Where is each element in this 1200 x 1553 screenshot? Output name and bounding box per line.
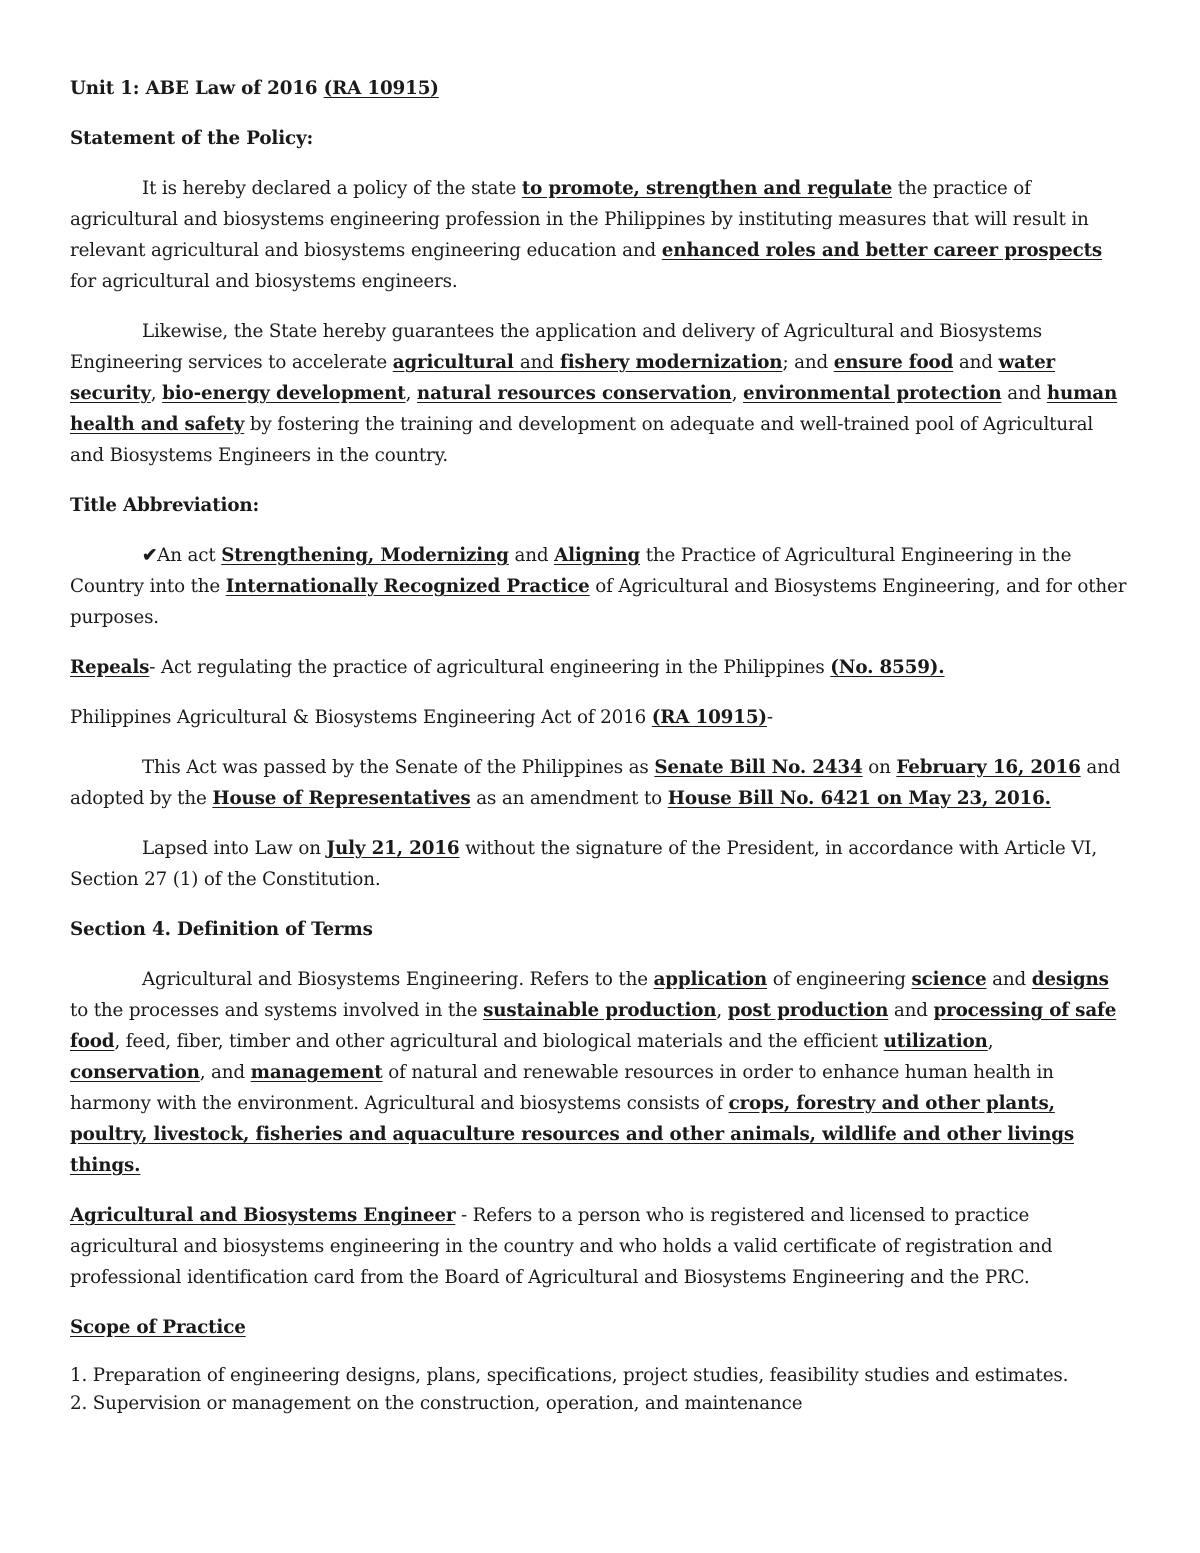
lapsed-paragraph xyxy=(70,833,1130,895)
engineer-definition-paragraph xyxy=(70,1200,1130,1293)
text-run: - Refers to a person who is registered and licensed to practice agricultural and biosystems engineering in the country and who holds a valid certificate of registration and professional identification card from the Board of Agricultural and Biosystems Engineering and the PRC. xyxy=(70,1205,1053,1288)
emphasis-run: natural resources conservation xyxy=(416,383,732,404)
text-run: without the signature of the President, in accordance with Article VI, Section 27 (1) of the Constitution. xyxy=(70,838,1098,890)
text-run: and xyxy=(1001,383,1047,404)
scope-list xyxy=(70,1362,1130,1418)
list-item: 2. Supervision or management on the construction, operation, and maintenance xyxy=(70,1393,803,1414)
text-run: on xyxy=(862,757,897,778)
emphasis-run: water security xyxy=(70,352,1056,404)
repeals-paragraph xyxy=(70,652,1130,683)
repeals-label: Repeals xyxy=(70,657,150,678)
text-run: the practice of agricultural and biosystems engineering profession in the Philippines by instituting measures that will result in relevant agricultural and biosystems engineering education and xyxy=(70,178,1089,261)
text-run: and adopted by the xyxy=(70,757,1121,809)
title-text: Unit 1: ABE Law of 2016 xyxy=(70,78,324,99)
emphasis-run: human health and safety xyxy=(70,383,1118,435)
list-item: 1. Preparation of engineering designs, plans, specifications, project studies, feasibility studies and estimates. xyxy=(70,1365,1069,1386)
text-run: Likewise, the State hereby guarantees the application and delivery of Agricultural and Biosystems Engineering services to accelerate xyxy=(70,321,1042,373)
text-run: , xyxy=(731,383,744,404)
text-run: the Practice of Agricultural Engineering in the Country into the xyxy=(70,545,1072,597)
text-run: It is hereby declared a policy of the state xyxy=(142,178,522,199)
abe-definition-paragraph xyxy=(70,964,1130,1181)
emphasis-run: July 21, 2016 xyxy=(326,838,460,859)
act-ra-number: (RA 10915) xyxy=(651,707,767,728)
scope-heading: Scope of Practice xyxy=(70,1317,246,1338)
emphasis-run: Aligning xyxy=(554,545,641,566)
text-run: ; and xyxy=(782,352,834,373)
checkmark-icon: ✔ xyxy=(142,545,158,566)
act-dash: - xyxy=(766,707,773,728)
emphasis-run: agricultural xyxy=(392,352,520,373)
text-run: , and xyxy=(199,1062,251,1083)
abbreviation-paragraph xyxy=(70,540,1130,633)
emphasis-run: environmental protection xyxy=(743,383,1002,404)
repeals-text: - Act regulating the practice of agricultural engineering in the Philippines xyxy=(149,657,831,678)
section4-heading: Section 4. Definition of Terms xyxy=(70,919,373,940)
text-run: of engineering xyxy=(767,969,912,990)
emphasis-run: conservation xyxy=(70,1062,200,1083)
underline-run: and xyxy=(519,352,554,373)
act-text: Philippines Agricultural & Biosystems Engineering Act of 2016 xyxy=(70,707,652,728)
engineer-term: Agricultural and Biosystems Engineer xyxy=(70,1205,456,1226)
text-run: , xyxy=(716,1000,728,1021)
text-run: An act xyxy=(157,545,222,566)
emphasis-run: to promote, strengthen and regulate xyxy=(521,178,893,199)
policy-heading: Statement of the Policy: xyxy=(70,128,314,149)
text-run: and xyxy=(888,1000,934,1021)
text-run: of natural and renewable resources in order to enhance human health in harmony with the environment. Agricultural and biosystems consists of xyxy=(70,1062,1054,1114)
text-run: to the processes and systems involved in the xyxy=(70,1000,484,1021)
emphasis-run: enhanced roles and better career prospects xyxy=(661,240,1103,261)
text-run: as an amendment to xyxy=(470,788,668,809)
emphasis-run: crops, forestry and other plants, poultry, livestock, fisheries and aquaculture resources and other animals, wildlife and other livings things. xyxy=(70,1093,1074,1176)
text-run: and xyxy=(953,352,999,373)
title-ra-number: (RA 10915) xyxy=(323,78,439,99)
emphasis-run: bio-energy development xyxy=(162,383,406,404)
emphasis-run: sustainable production xyxy=(483,1000,717,1021)
emphasis-run: Senate Bill No. 2434 xyxy=(654,757,863,778)
emphasis-run: science xyxy=(911,969,987,990)
emphasis-run: designs xyxy=(1031,969,1109,990)
document-title xyxy=(70,73,1130,104)
text-run: Lapsed into Law on xyxy=(142,838,327,859)
emphasis-run: processing of safe food xyxy=(70,1000,1117,1052)
emphasis-run: ensure food xyxy=(833,352,954,373)
text-run: , xyxy=(987,1031,994,1052)
text-run: by fostering the training and development on adequate and well-trained pool of Agricultural and Biosystems Engineers in the country. xyxy=(70,414,1094,466)
emphasis-run: February 16, 2016 xyxy=(896,757,1081,778)
act-paragraph xyxy=(70,702,1130,733)
passed-paragraph xyxy=(70,752,1130,814)
text-run: and xyxy=(986,969,1032,990)
emphasis-run: utilization xyxy=(883,1031,988,1052)
emphasis-run: application xyxy=(653,969,768,990)
text-run: This Act was passed by the Senate of the Philippines as xyxy=(142,757,655,778)
emphasis-run: House of Representatives xyxy=(212,788,471,809)
text-run: for agricultural and biosystems engineers. xyxy=(70,271,458,292)
emphasis-run: management xyxy=(250,1062,383,1083)
abbreviation-heading: Title Abbreviation: xyxy=(70,495,260,516)
text-run: Agricultural and Biosystems Engineering. Refers to the xyxy=(142,969,654,990)
emphasis-run: Internationally Recognized Practice xyxy=(225,576,590,597)
text-run: , feed, fiber, timber and other agricultural and biological materials and the efficient xyxy=(114,1031,884,1052)
text-run: of Agricultural and Biosystems Engineering, and for other purposes. xyxy=(70,576,1127,628)
text-run: and xyxy=(508,545,555,566)
emphasis-run: fishery modernization xyxy=(553,352,783,373)
text-run: , xyxy=(405,383,417,404)
emphasis-run: post production xyxy=(727,1000,889,1021)
emphasis-run: Strengthening, Modernizing xyxy=(221,545,509,566)
policy-paragraph-2 xyxy=(70,316,1130,471)
text-run: , xyxy=(150,383,163,404)
emphasis-run: House Bill No. 6421 on May 23, 2016. xyxy=(667,788,1051,809)
repeals-number: (No. 8559). xyxy=(830,657,945,678)
policy-paragraph-1 xyxy=(70,173,1130,297)
